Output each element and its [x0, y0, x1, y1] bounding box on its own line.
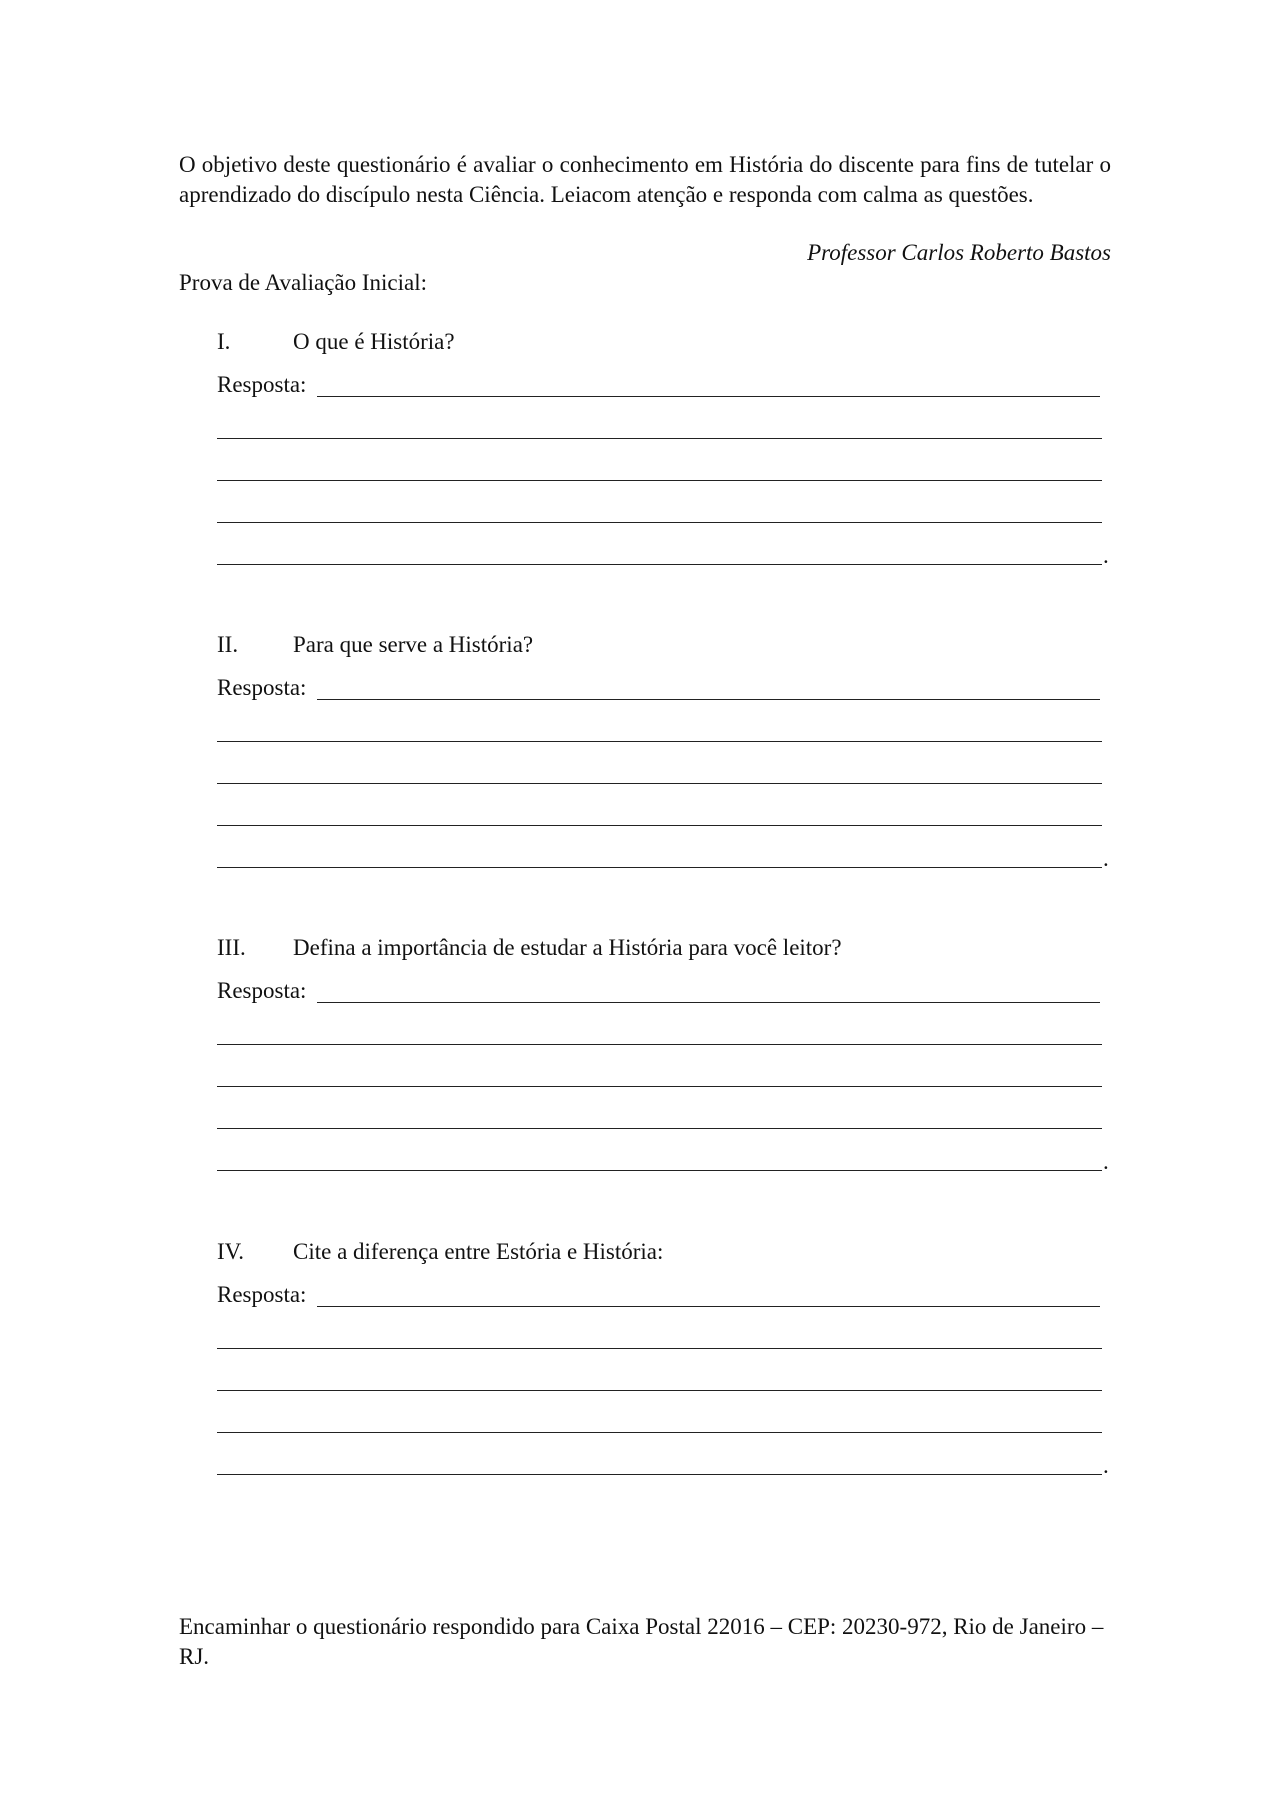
answer-line[interactable] — [217, 522, 1102, 523]
line-end-period: . — [1103, 1453, 1109, 1478]
answer-line[interactable] — [317, 1306, 1100, 1307]
answer-line[interactable] — [217, 741, 1102, 742]
question-heading — [217, 1237, 663, 1267]
question-number: III. — [217, 935, 246, 960]
answer-line[interactable] — [217, 1128, 1102, 1129]
question-number: II. — [217, 632, 239, 657]
answer-line[interactable] — [217, 1348, 1102, 1349]
question-heading — [217, 327, 455, 357]
line-end-period: . — [1103, 846, 1109, 871]
question-number: IV. — [217, 1239, 245, 1264]
question-text: Defina a importância de estudar a História para você leitor? — [293, 935, 842, 960]
question-heading — [217, 933, 842, 963]
answer-line[interactable] — [317, 1002, 1100, 1003]
answer-line[interactable] — [217, 1474, 1102, 1475]
answer-line[interactable] — [317, 699, 1100, 700]
question-text: Cite a diferença entre Estória e História: — [293, 1239, 664, 1264]
question-text: O que é História? — [293, 329, 455, 354]
question-heading — [217, 630, 533, 660]
answer-line[interactable] — [217, 438, 1102, 439]
answer-line[interactable] — [317, 396, 1100, 397]
question-text: Para que serve a História? — [293, 632, 534, 657]
answer-label: Resposta: — [217, 372, 307, 397]
answer-line[interactable] — [217, 564, 1102, 565]
question-number: I. — [217, 329, 231, 354]
answer-line[interactable] — [217, 867, 1102, 868]
line-end-period: . — [1103, 543, 1109, 568]
intro-paragraph: O objetivo deste questionário é avaliar o conhecimento em História do discente para fins de tutelar o aprendizado do discípulo nesta Ciência. Leiacom atenção e responda com calma as questões. — [179, 152, 1111, 207]
answer-label: Resposta: — [217, 978, 307, 1003]
answer-line[interactable] — [217, 1086, 1102, 1087]
answer-line[interactable] — [217, 783, 1102, 784]
answer-line[interactable] — [217, 1390, 1102, 1391]
professor-signature: Professor Carlos Roberto Bastos — [807, 240, 1111, 265]
answer-label: Resposta: — [217, 675, 307, 700]
answer-label: Resposta: — [217, 1282, 307, 1307]
answer-line[interactable] — [217, 1432, 1102, 1433]
line-end-period: . — [1103, 1149, 1109, 1174]
answer-line[interactable] — [217, 825, 1102, 826]
answer-line[interactable] — [217, 1170, 1102, 1171]
answer-line[interactable] — [217, 1044, 1102, 1045]
answer-line[interactable] — [217, 480, 1102, 481]
footer-instructions: Encaminhar o questionário respondido para Caixa Postal 22016 – CEP: 20230-972, Rio de Janeiro – RJ. — [179, 1614, 1104, 1669]
exam-title: Prova de Avaliação Inicial: — [179, 270, 428, 295]
